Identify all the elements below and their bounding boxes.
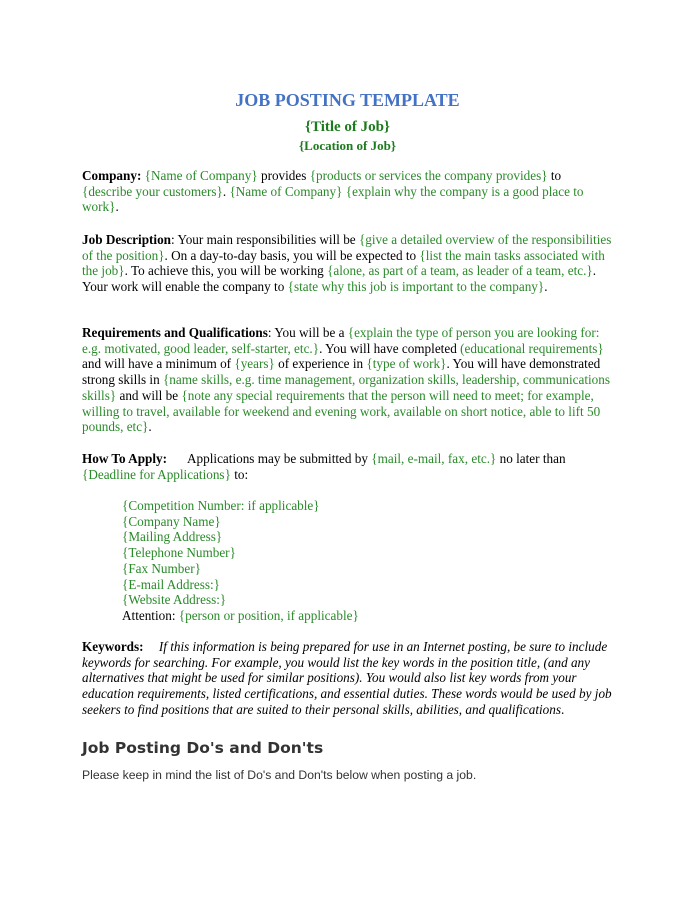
how-to-apply-label: How To Apply: (82, 451, 168, 466)
job-description-text-5: . To achieve this, you will be working (124, 263, 328, 279)
company-text-8: . (115, 199, 119, 215)
keywords-text: If this information is being prepared for use in an Internet posting, be sure to include keywords for searching. For example, you would list the key words in the position title, (and any alternatives that might be used for similar positions). You would also list key words from your education requirements, listed certifications, and essential duties. These words would be used by job seekers to find positions that are suited to their personal skills, abilities, and qualifications (82, 639, 612, 717)
attention-label: Attention: (122, 607, 179, 623)
job-description-text-8: {state why this job is important to the company} (287, 279, 545, 295)
how-to-apply-text-3: no later than (496, 451, 566, 466)
requirements-text-8: {type of work} (366, 356, 447, 372)
keywords-paragraph (82, 639, 612, 718)
requirements-text-11: and will be (116, 387, 182, 403)
attention-value: {person or position, if applicable} (178, 607, 359, 623)
job-description-text-9: . (544, 279, 548, 295)
dos-donts-intro: Please keep in mind the list of Do's and Don'ts below when posting a job. (82, 768, 477, 782)
requirements-text-4: (educational requirements} (460, 340, 604, 356)
job-description-label: Job Description (82, 232, 172, 247)
how-to-apply-text-1: Applications may be submitted by (187, 451, 372, 466)
job-description-text-7: . Your work will enable the company to (82, 263, 597, 295)
requirements-text-2: {explain the type of person you are looking for: e.g. motivated, good leader, self-starter, etc.} (82, 325, 600, 356)
company-text-1: {Name of Company} (144, 168, 258, 183)
requirements-label: Requirements and Qualifications (82, 325, 268, 340)
job-location-placeholder: {Location of Job} (299, 138, 396, 153)
address-line: {Mailing Address} (122, 529, 223, 545)
attention-line (122, 608, 359, 624)
job-description-paragraph (82, 232, 612, 295)
company-text-4: to (547, 168, 562, 183)
job-description-text-4: {list the main tasks associated with the job} (82, 247, 605, 279)
requirements-text-12: {note any special requirements that the person will need to meet; for example, willing to travel, available for weekend and evening work, available on short notice, able to lift 50 pounds, etc} (82, 387, 601, 435)
job-description-text-3: . On a day-to-day basis, you will be expected to (164, 247, 420, 263)
company-text-5: {describe your customers} (82, 183, 223, 199)
keywords-label: Keywords: (82, 639, 144, 654)
requirements-text-1: : You will be a (267, 325, 348, 340)
address-line: {Fax Number} (122, 560, 201, 576)
address-line: {Website Address:} (122, 592, 227, 608)
company-text-3: {products or services the company provides} (309, 168, 548, 183)
company-paragraph (82, 168, 612, 215)
company-label: Company: (82, 168, 142, 183)
requirements-text-3: . You will have completed (319, 340, 461, 356)
document-title: JOB POSTING TEMPLATE (235, 90, 460, 110)
how-to-apply-text-2: {mail, e-mail, fax, etc.} (371, 451, 497, 466)
company-text-6: . (222, 183, 230, 199)
company-text-2: provides (257, 168, 310, 183)
address-line: {Telephone Number} (122, 545, 236, 561)
requirements-paragraph (82, 325, 612, 435)
keywords-end: . (561, 701, 565, 717)
requirements-text-6: {years} (234, 356, 275, 372)
requirements-text-5: and will have a minimum of (82, 356, 235, 372)
address-line: {E-mail Address:} (122, 576, 220, 592)
address-line: {Competition Number: if applicable} (122, 498, 320, 513)
how-to-apply-text-5: to: (230, 466, 249, 482)
requirements-text-9: . You will have demonstrated strong skills in (82, 356, 601, 388)
dos-donts-heading: Job Posting Do's and Don'ts (82, 739, 324, 757)
company-text-7: {Name of Company} {explain why the company is a good place to work} (82, 183, 584, 215)
requirements-text-13: . (148, 419, 152, 435)
job-title-placeholder: {Title of Job} (305, 119, 390, 135)
application-address-block (122, 498, 359, 624)
job-description-text-6: {alone, as part of a team, as leader of a team, etc.} (327, 263, 593, 279)
job-description-text-2: {give a detailed overview of the responsibilities of the position} (82, 232, 612, 263)
how-to-apply-text-4: {Deadline for Applications} (82, 466, 231, 482)
address-line: {Company Name} (122, 513, 221, 529)
job-description-text-1: : Your main responsibilities will be (171, 232, 359, 247)
requirements-text-10: {name skills, e.g. time management, organization skills, leadership, communications skills} (82, 372, 611, 403)
requirements-text-7: of experience in (274, 356, 367, 372)
how-to-apply-paragraph (82, 451, 612, 482)
